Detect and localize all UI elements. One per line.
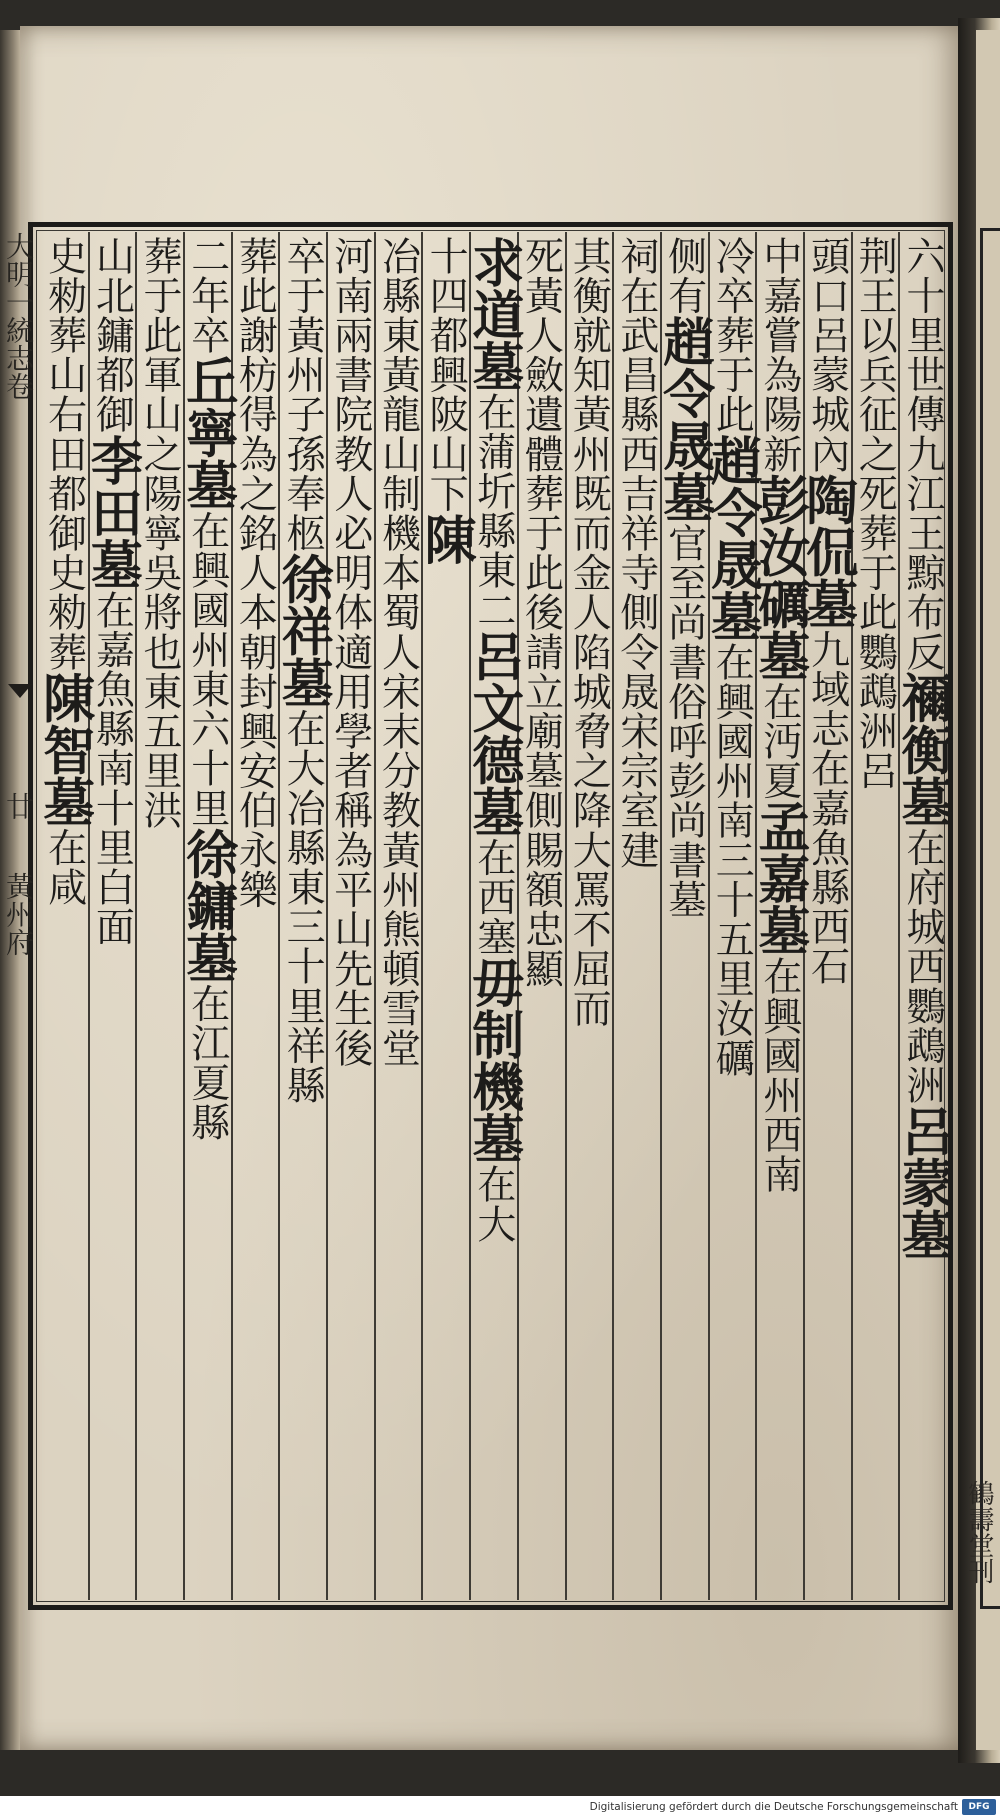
printer-mark	[958, 1480, 1000, 1610]
tomb-heading: 呂文德墓	[462, 629, 524, 838]
column-rule	[517, 232, 519, 1600]
text-column	[81, 236, 143, 1596]
text-run: 冶縣東黃龍山制機本蜀人宋末分教黃州熊頓雪堂	[375, 236, 421, 1068]
text-run: 在咸	[41, 827, 87, 907]
tomb-heading: 呂蒙墓	[891, 1104, 953, 1261]
text-run: 山右田都御史勑葬	[41, 354, 87, 672]
column-rule	[660, 232, 662, 1600]
text-run: 山北鏞都御	[89, 236, 135, 434]
tomb-heading: 趙令晟墓	[701, 434, 763, 642]
tomb-heading: 徐祥墓	[272, 552, 334, 709]
text-run: 人本朝封興安伯永樂	[232, 552, 278, 910]
text-run: 山下	[423, 434, 469, 514]
tomb-heading: 孟嘉墓	[748, 800, 810, 957]
text-column	[517, 236, 565, 1596]
text-column	[701, 236, 763, 1596]
dfg-logo-icon: DFG	[962, 1799, 996, 1815]
tomb-heading: 彭汝礪墓	[748, 473, 810, 682]
text-column	[462, 236, 524, 1596]
text-column	[326, 236, 374, 1596]
column-rule	[612, 232, 614, 1600]
text-run: 其衡就知黃州既而金人陷城脅之降大罵不屈而	[566, 236, 612, 1028]
section-name-text: 黃州府	[2, 872, 35, 956]
tomb-heading: 求道墓	[462, 236, 524, 392]
text-run: 在嘉魚縣南十里白面	[89, 590, 135, 947]
volume-number	[2, 792, 34, 820]
text-run: 冷卒葬于此	[709, 236, 755, 434]
text-run: 在興國州西南	[756, 956, 802, 1195]
book-title	[2, 232, 34, 400]
tomb-heading: 禰衡墓	[891, 671, 953, 828]
text-run: 在蒲圻縣東二	[470, 392, 516, 630]
text-column	[135, 236, 183, 1596]
book-title-text: 大明一統志卷	[2, 232, 35, 400]
footer-credit: Digitalisierung gefördert durch die Deutsche Forschungsgemeinschaft	[589, 1801, 958, 1813]
footer-bar	[0, 1796, 1000, 1820]
text-run: 九域志	[804, 629, 850, 749]
text-column	[374, 236, 422, 1596]
text-run: 東五里洪	[137, 671, 183, 831]
text-run: 葬此謝枋得為之銘	[232, 236, 278, 553]
text-column	[415, 236, 477, 1596]
text-run: 在嘉魚縣西石	[804, 748, 850, 987]
text-run: 史勑葬	[41, 236, 87, 355]
facing-page-border	[980, 228, 1000, 1609]
column-rule	[326, 232, 328, 1600]
text-run: 在武昌縣西吉祥寺側令晟宋宗室建	[613, 275, 659, 870]
text-run: 鸚鵡洲	[899, 986, 945, 1105]
tomb-heading: 陳智墓	[33, 671, 95, 828]
tomb-heading: 李田墓	[81, 434, 143, 590]
column-rule	[851, 232, 853, 1600]
column-rule	[183, 232, 185, 1600]
tomb-heading: 趙令晟墓	[653, 315, 715, 524]
text-column	[565, 236, 613, 1596]
tomb-heading: 陶侃墓	[796, 473, 858, 630]
column-rule	[565, 232, 567, 1600]
text-run: 六十里世傳九江王黥布反	[899, 236, 945, 672]
title-strip	[0, 232, 36, 1600]
section-name	[2, 872, 34, 956]
text-run: 在府城西	[899, 827, 945, 987]
text-run: 葬于此	[137, 236, 183, 355]
text-column	[231, 236, 279, 1596]
text-run: 軍山之陽寧吳將也	[137, 354, 183, 672]
text-run: 在大冶縣東三十里祥縣	[280, 708, 326, 1105]
text-column	[891, 236, 953, 1596]
text-run: 頭口呂蒙城內	[804, 236, 850, 474]
printer-name: 鶴壽堂刊	[964, 1480, 994, 1584]
text-column	[796, 236, 858, 1596]
column-rule	[469, 232, 471, 1600]
text-run: 在大	[470, 1164, 516, 1244]
text-run: 呂	[852, 750, 898, 791]
text-run: 在興國州東六十里	[184, 510, 230, 828]
text-column	[851, 236, 899, 1596]
text-column	[653, 236, 715, 1596]
tomb-heading: 陳	[415, 513, 477, 566]
text-column	[272, 236, 334, 1596]
column-rule	[278, 232, 280, 1600]
column-rule	[421, 232, 423, 1600]
text-run: 河南兩書院教人必明体適用學者稱為平山先生後	[327, 236, 373, 1068]
text-run: 卒于黃州子孫奉柩	[280, 236, 326, 553]
text-run: 十四都興陂	[423, 236, 469, 434]
tomb-heading: 丘寧墓	[176, 354, 238, 511]
text-run: 侧有	[661, 236, 707, 316]
text-run: 中嘉嘗為陽新	[756, 236, 802, 474]
text-run: 荆王以兵征之死葬于此	[852, 236, 898, 632]
text-column	[748, 236, 810, 1596]
tomb-heading: 徐鏞墓	[176, 827, 238, 984]
column-rule	[88, 232, 90, 1600]
text-run: 祠	[613, 236, 659, 276]
text-column	[176, 236, 238, 1596]
text-run: 在興國州南三十五里汝礪	[709, 642, 755, 1078]
volume-number-text: 廿	[2, 792, 35, 820]
column-rule	[898, 232, 900, 1600]
fish-tail-mark-icon	[6, 682, 34, 700]
text-run: 在沔夏	[756, 681, 802, 801]
column-rule	[374, 232, 376, 1600]
text-run: 在江夏縣	[184, 983, 230, 1143]
tomb-heading: 毋制機墓	[462, 956, 524, 1165]
text-run: 鸚鵡洲	[852, 632, 898, 751]
text-run: 官至尚書俗呼彭尚書墓	[661, 523, 707, 920]
text-run: 二年卒	[184, 236, 230, 355]
text-run: 在西塞	[470, 837, 516, 957]
text-column	[33, 236, 95, 1596]
text-column	[612, 236, 660, 1596]
text-run: 死黃人斂遺體葬于此後請立廟墓側賜額忠顯	[518, 236, 564, 989]
